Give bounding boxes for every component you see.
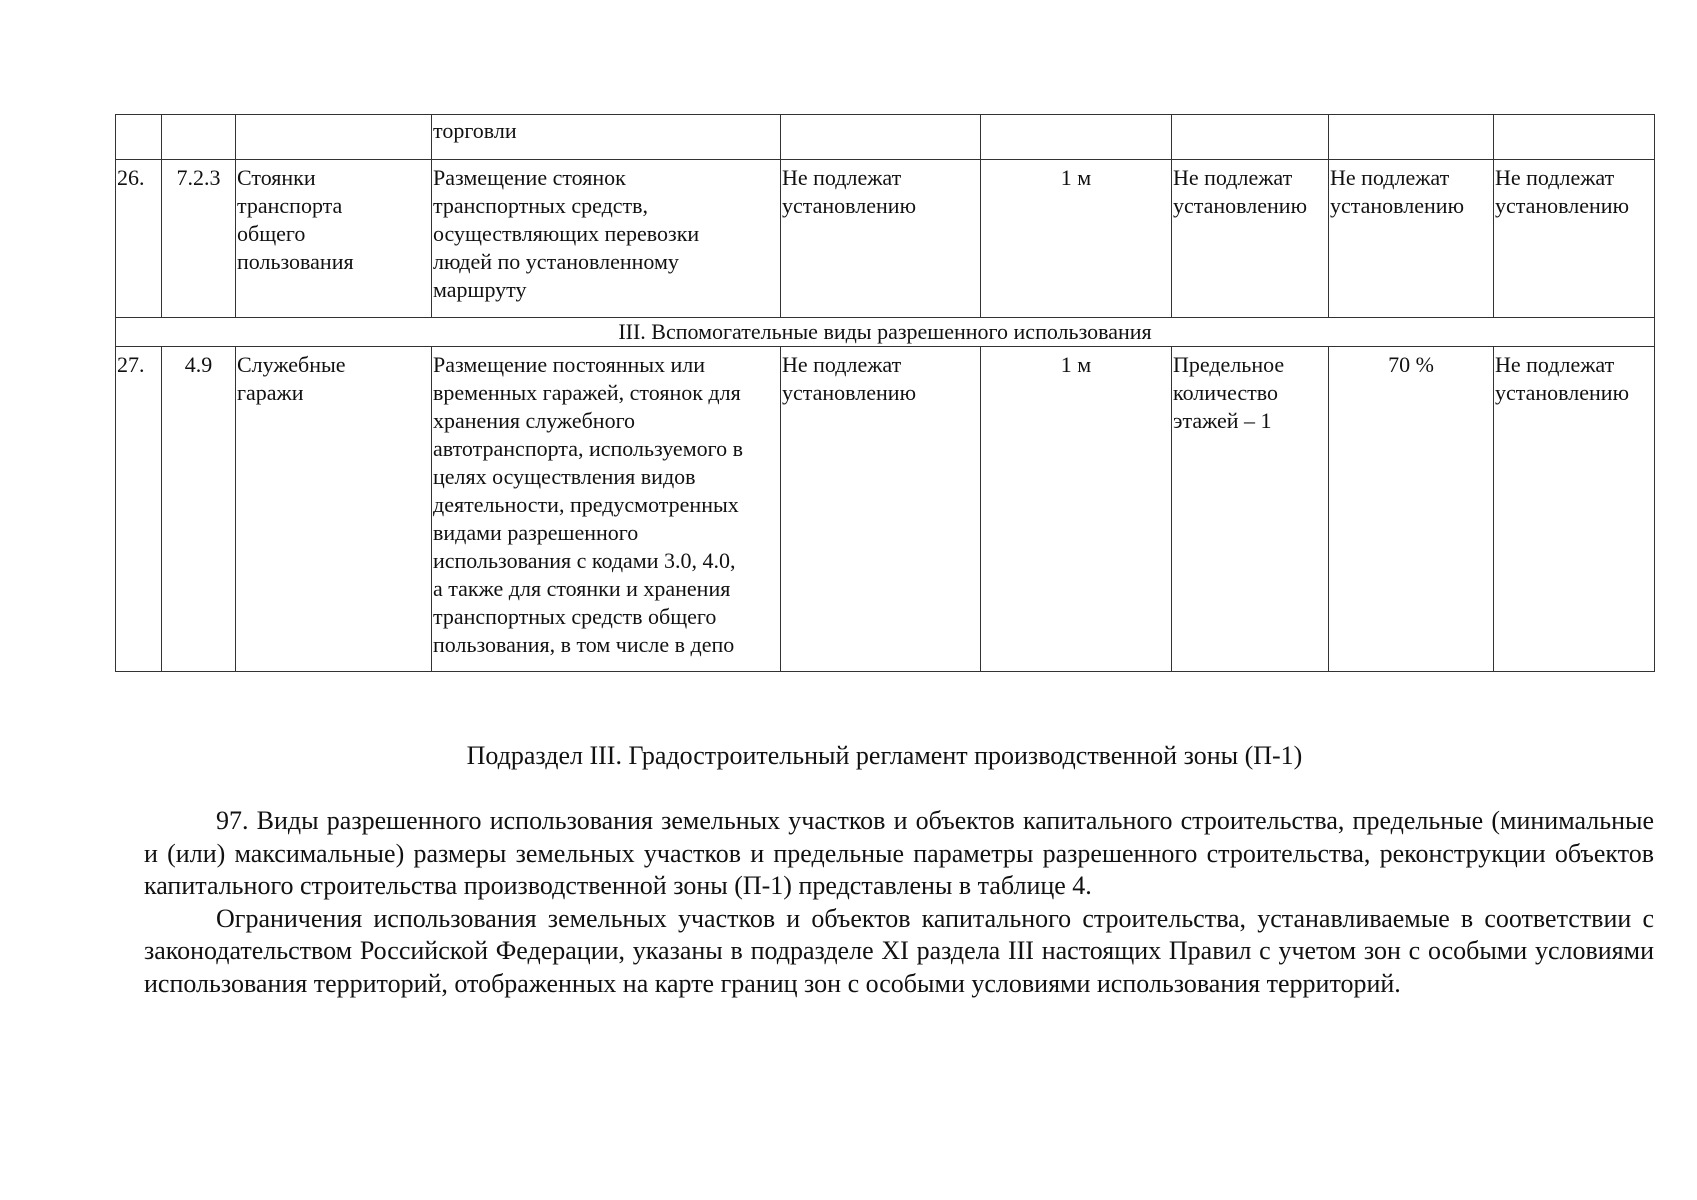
- use-name-cell: Служебные гаражи: [236, 347, 432, 672]
- coverage-cell: [1329, 115, 1494, 160]
- table-row: [116, 115, 1655, 160]
- regulation-table: [115, 114, 1655, 672]
- row-number-cell: 26.: [116, 160, 162, 318]
- coverage-cell: Не подлежат установлению: [1329, 160, 1494, 318]
- table-row: [116, 160, 1655, 318]
- description-cell: Размещение постоянных или временных гаражей, стоянок для хранения служебного автотранспорта, используемого в целях осуществления видов деятельности, предусмотренных видами разрешенного использования с кодами 3.0, 4.0, а также для стоянки и хранения транспортных средств общего пользования, в том числе в депо: [432, 347, 781, 672]
- setback-cell: 1 м: [981, 347, 1172, 672]
- plot-size-cell: Не подлежат установлению: [781, 347, 981, 672]
- description-cell: Размещение стоянок транспортных средств, осуществляющих перевозки людей по установленному маршруту: [432, 160, 781, 318]
- code-cell: 7.2.3: [162, 160, 236, 318]
- other-params-cell: [1494, 115, 1655, 160]
- code-cell: [162, 115, 236, 160]
- section-header: III. Вспомогательные виды разрешенного использования: [116, 318, 1655, 347]
- paragraph: 97. Виды разрешенного использования земельных участков и объектов капитального строительства, предельные (минимальные и (или) максимальные) размеры земельных участков и предельные параметры разрешенного строительства, реконструкции объектов капитального строительства производственной зоны (П-1) представлены в таблице 4.: [144, 806, 1654, 901]
- floors-cell: [1172, 115, 1329, 160]
- paragraph: Ограничения использования земельных участков и объектов капитального строительства, устанавливаемые в соответствии с законодательством Российской Федерации, указаны в подразделе XI раздела III настоящих Правил с учетом зон с особыми условиями использования территорий, отображенных на карте границ зон с особыми условиями использования территорий.: [144, 903, 1654, 998]
- plot-size-cell: Не подлежат установлению: [781, 160, 981, 318]
- use-name-cell: Стоянки транспорта общего пользования: [236, 160, 432, 318]
- coverage-cell: 70 %: [1329, 347, 1494, 672]
- body-text: [144, 805, 1654, 1001]
- setback-cell: 1 м: [981, 160, 1172, 318]
- description-cell: торговли: [432, 115, 781, 160]
- floors-cell: Не подлежат установлению: [1172, 160, 1329, 318]
- row-number-cell: [116, 115, 162, 160]
- other-params-cell: Не подлежат установлению: [1494, 347, 1655, 672]
- use-name-cell: [236, 115, 432, 160]
- plot-size-cell: [781, 115, 981, 160]
- other-params-cell: Не подлежат установлению: [1494, 160, 1655, 318]
- subsection-title: Подраздел III. Градостроительный регламент производственной зоны (П-1): [466, 741, 1303, 770]
- table-row: [116, 347, 1655, 672]
- row-number-cell: 27.: [116, 347, 162, 672]
- code-cell: 4.9: [162, 347, 236, 672]
- section-header-row: [116, 318, 1655, 347]
- floors-cell: Предельное количество этажей – 1: [1172, 347, 1329, 672]
- setback-cell: [981, 115, 1172, 160]
